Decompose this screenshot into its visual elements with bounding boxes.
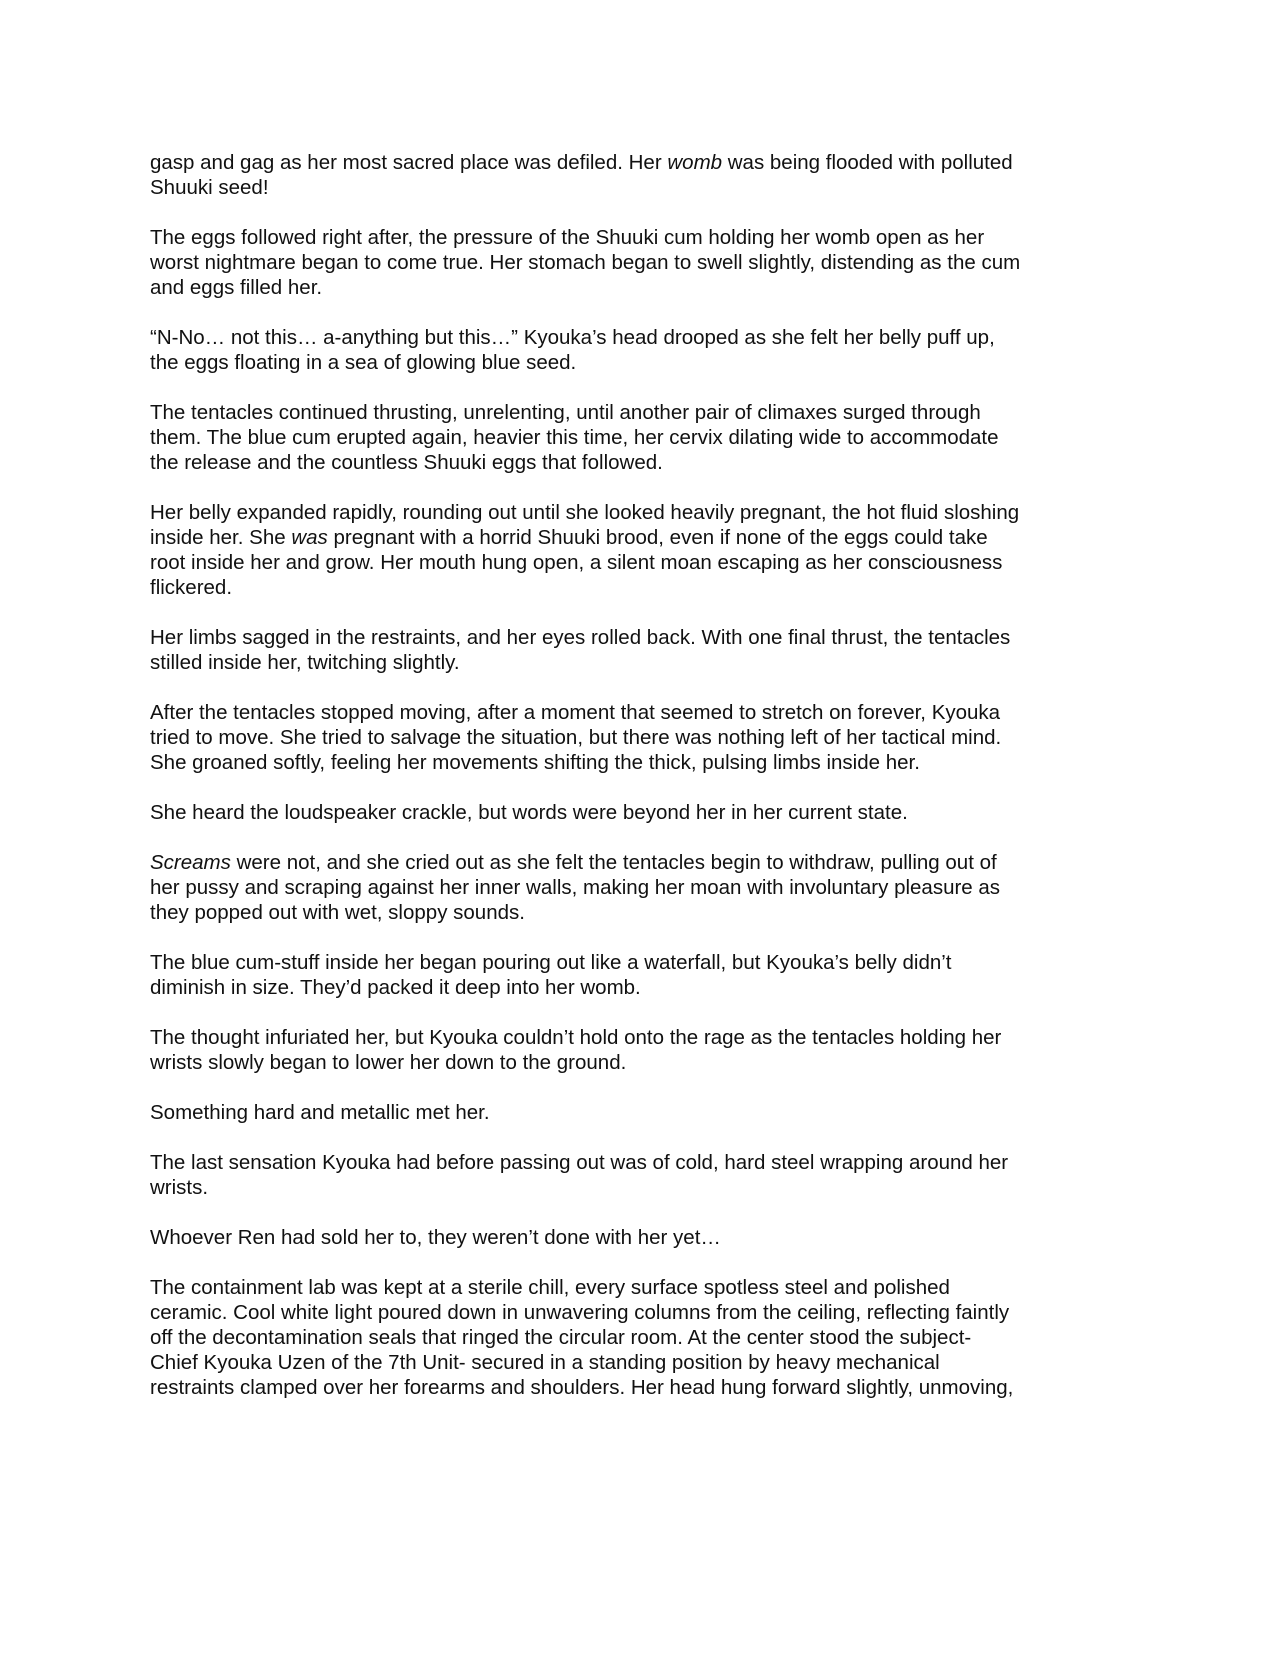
text-line: the release and the countless Shuuki eggs that followed. bbox=[150, 451, 663, 474]
paragraph bbox=[150, 700, 1140, 775]
text-run: pregnant with a horrid Shuuki brood, even if none of the eggs could take bbox=[327, 526, 988, 549]
italic-text: Screams bbox=[150, 851, 231, 874]
text-line: diminish in size. They’d packed it deep into her womb. bbox=[150, 976, 641, 999]
text-line: root inside her and grow. Her mouth hung open, a silent moan escaping as her consciousness bbox=[150, 551, 1003, 574]
text-line: flickered. bbox=[150, 576, 233, 599]
paragraph bbox=[150, 500, 1140, 600]
text-line: The eggs followed right after, the pressure of the Shuuki cum holding her womb open as her bbox=[150, 226, 985, 249]
text-line: The thought infuriated her, but Kyouka couldn’t hold onto the rage as the tentacles holding her bbox=[150, 1026, 1002, 1049]
text-line: The blue cum-stuff inside her began pouring out like a waterfall, but Kyouka’s belly didn’t bbox=[150, 951, 952, 974]
paragraph bbox=[150, 225, 1140, 300]
text-line: wrists slowly began to lower her down to the ground. bbox=[150, 1051, 627, 1074]
text-line: the eggs floating in a sea of glowing blue seed. bbox=[150, 351, 577, 374]
text-line: stilled inside her, twitching slightly. bbox=[150, 651, 460, 674]
text-run: were not, and she cried out as she felt the tentacles begin to withdraw, pulling out of bbox=[230, 851, 997, 874]
text-line: worst nightmare began to come true. Her stomach began to swell slightly, distending as the cum bbox=[150, 251, 1021, 274]
text-line: off the decontamination seals that ringed the circular room. At the center stood the subject- bbox=[150, 1326, 972, 1349]
text-line: She heard the loudspeaker crackle, but words were beyond her in her current state. bbox=[150, 801, 908, 824]
text-line: wrists. bbox=[150, 1176, 209, 1199]
italic-text: womb bbox=[667, 151, 723, 174]
text-line: ceramic. Cool white light poured down in unwavering columns from the ceiling, reflecting faintly bbox=[150, 1301, 1010, 1324]
text-line: them. The blue cum erupted again, heavier this time, her cervix dilating wide to accommodate bbox=[150, 426, 999, 449]
text-line: restraints clamped over her forearms and shoulders. Her head hung forward slightly, unmoving, bbox=[150, 1376, 1014, 1399]
text-line: “N-No… not this… a-anything but this…” Kyouka’s head drooped as she felt her belly puff up, bbox=[150, 326, 995, 349]
text-line: tried to move. She tried to salvage the situation, but there was nothing left of her tactical mind. bbox=[150, 726, 1002, 749]
text-line: Chief Kyouka Uzen of the 7th Unit- secured in a standing position by heavy mechanical bbox=[150, 1351, 940, 1374]
text-run: gasp and gag as her most sacred place was defiled. Her bbox=[150, 151, 668, 174]
paragraph bbox=[150, 1275, 1140, 1400]
text-line: Something hard and metallic met her. bbox=[150, 1101, 490, 1124]
document-page bbox=[150, 150, 1140, 1425]
paragraph bbox=[150, 1150, 1140, 1200]
text-line: The containment lab was kept at a sterile chill, every surface spotless steel and polished bbox=[150, 1276, 950, 1299]
paragraph bbox=[150, 625, 1140, 675]
text-line bbox=[150, 850, 1140, 875]
text-line: Shuuki seed! bbox=[150, 176, 269, 199]
text-line: her pussy and scraping against her inner walls, making her moan with involuntary pleasure as bbox=[150, 876, 1001, 899]
paragraph bbox=[150, 800, 1140, 825]
paragraph bbox=[150, 1225, 1140, 1250]
paragraph bbox=[150, 950, 1140, 1000]
text-line bbox=[150, 150, 1140, 175]
paragraph bbox=[150, 850, 1140, 925]
text-line: The last sensation Kyouka had before passing out was of cold, hard steel wrapping around her bbox=[150, 1151, 1009, 1174]
paragraph bbox=[150, 1025, 1140, 1075]
text-line: After the tentacles stopped moving, after a moment that seemed to stretch on forever, Kyouka bbox=[150, 701, 1001, 724]
text-line: Whoever Ren had sold her to, they weren’t done with her yet… bbox=[150, 1226, 721, 1249]
paragraph bbox=[150, 1100, 1140, 1125]
paragraph bbox=[150, 400, 1140, 475]
text-line: they popped out with wet, sloppy sounds. bbox=[150, 901, 525, 924]
text-line: and eggs filled her. bbox=[150, 276, 323, 299]
text-line: Her limbs sagged in the restraints, and her eyes rolled back. With one final thrust, the tentacles bbox=[150, 626, 1011, 649]
paragraph bbox=[150, 150, 1140, 200]
text-line: She groaned softly, feeling her movements shifting the thick, pulsing limbs inside her. bbox=[150, 751, 920, 774]
text-line bbox=[150, 525, 1140, 550]
paragraph bbox=[150, 325, 1140, 375]
text-run: was being flooded with polluted bbox=[722, 151, 1013, 174]
text-line: Her belly expanded rapidly, rounding out until she looked heavily pregnant, the hot fluid sloshing bbox=[150, 501, 1020, 524]
italic-text: was bbox=[291, 526, 328, 549]
text-line: The tentacles continued thrusting, unrelenting, until another pair of climaxes surged through bbox=[150, 401, 981, 424]
text-run: inside her. She bbox=[150, 526, 292, 549]
